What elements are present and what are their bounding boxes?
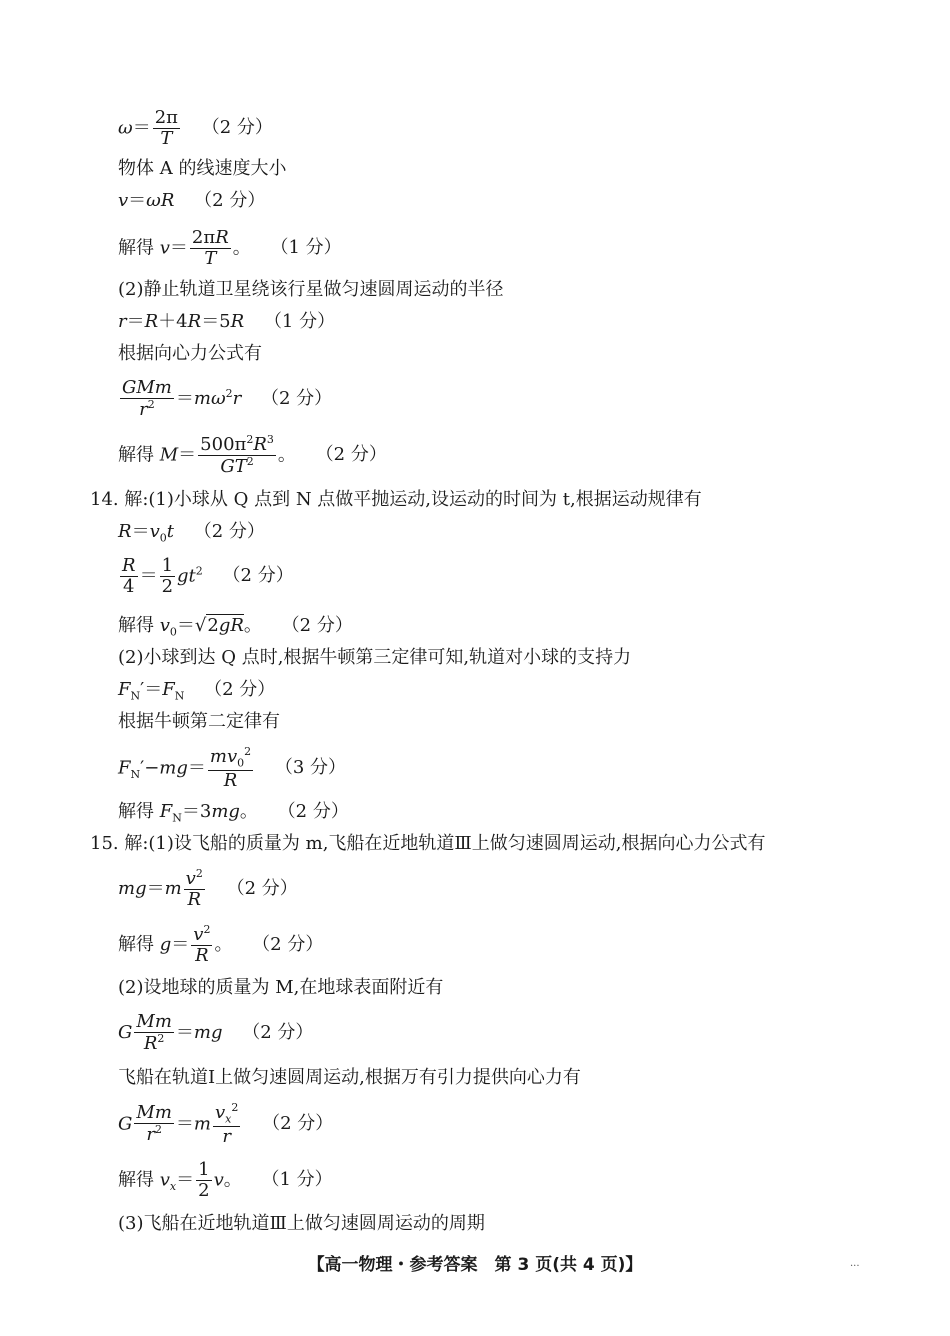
text-line: (2)静止轨道卫星绕该行星做匀速圆周运动的半径 <box>118 279 504 300</box>
solve-label: 解得 <box>118 615 154 636</box>
score: （2 分） <box>262 1113 334 1135</box>
corner-mark: ... <box>850 1258 860 1269</box>
score: （2 分） <box>222 565 294 587</box>
score: （2 分） <box>204 679 276 700</box>
eq-v-omega-r: v＝ωR （2 分） <box>118 190 266 211</box>
eq-v0-result: 解得 $v_0=√2gR$。 （2 分） <box>118 615 353 639</box>
score: （2 分） <box>226 877 298 899</box>
eq-vx-result: 解得 $v_x=$ $\frac{1}{2}$ v。 （1 分） <box>118 1159 333 1201</box>
eq-newton-second: $F_N'-mg=$ $\frac{mv_0^2}{R}$ （3 分） <box>118 745 347 791</box>
page-footer: 【高一物理・参考答案 第 3 页(共 4 页)】 <box>307 1255 643 1275</box>
solve-label: 解得 <box>118 1169 154 1191</box>
text-line: 物体 A 的线速度大小 <box>118 158 287 179</box>
eq-omega: ω＝ $\frac{2\pi}{T}$ （2 分） <box>118 107 273 149</box>
text-line: (3)飞船在近地轨道Ⅲ上做匀速圆周运动的周期 <box>118 1213 485 1234</box>
eq-orbit-one: G $\frac{Mm}{r^2}$ ＝m $\frac{v_x^2}{r}$ （2 分） <box>118 1101 334 1147</box>
eq-radius: r＝R＋4R＝5R （1 分） <box>118 311 336 332</box>
score: （1 分） <box>263 311 336 332</box>
text-line: (2)设地球的质量为 M,在地球表面附近有 <box>118 977 444 998</box>
text-line: (2)小球到达 Q 点时,根据牛顿第三定律可知,轨道对小球的支持力 <box>118 647 632 668</box>
eq-mg-centripetal: mg＝m $\frac{v^2}{R}$ （2 分） <box>118 867 298 910</box>
eq-vertical: $\frac{R}{4}$ ＝ $\frac{1}{2}$ $gt^2$ （2 分） <box>122 555 294 597</box>
question-14-heading: 14. 解:(1)小球从 Q 点到 N 点做平抛运动,设运动的时间为 t,根据运动规律有 <box>90 489 702 510</box>
score: （2 分） <box>194 190 266 211</box>
eq-mass-result: 解得 M＝ $\frac{500\pi^2R^3}{GT^2}$ 。 （2 分） <box>118 433 387 477</box>
text-line: 根据向心力公式有 <box>118 343 262 364</box>
eq-horizontal: $R=v_0t$ （2 分） <box>118 521 265 545</box>
score: （3 分） <box>274 757 347 779</box>
eq-g-result: 解得 g＝ $\frac{v^2}{R}$ 。 （2 分） <box>118 923 324 966</box>
solve-label: 解得 <box>118 237 154 259</box>
score: （1 分） <box>270 237 342 259</box>
solve-label: 解得 <box>118 933 154 955</box>
score: （2 分） <box>252 933 324 955</box>
score: （2 分） <box>193 521 265 542</box>
question-15-heading: 15. 解:(1)设飞船的质量为 m,飞船在近地轨道Ⅲ上做匀速圆周运动,根据向心力公式有 <box>90 833 766 854</box>
text-line: 根据牛顿第二定律有 <box>118 711 280 732</box>
eq-v-result: 解得 v＝ $\frac{2\pi R}{T}$ 。 （1 分） <box>118 227 342 269</box>
score: （2 分） <box>201 117 273 139</box>
eq-surface-gravity: G $\frac{Mm}{R^2}$ ＝mg （2 分） <box>118 1011 314 1054</box>
text-line: 飞船在轨道Ⅰ上做匀速圆周运动,根据万有引力提供向心力有 <box>118 1067 581 1088</box>
score: （2 分） <box>261 387 333 409</box>
score: （2 分） <box>242 1021 314 1043</box>
solve-label: 解得 <box>118 444 154 466</box>
eq-gravity-centripetal: $\frac{\text{GMm}}{r^2}$ $=m\omega^2r$ （2 分） <box>122 377 333 420</box>
score: （2 分） <box>277 801 349 822</box>
solve-label: 解得 <box>118 801 154 822</box>
score: （2 分） <box>281 615 353 636</box>
score: （1 分） <box>261 1169 333 1191</box>
eq-newton-third: $F_N'=F_N$ （2 分） <box>118 679 276 703</box>
eq-fn-result: 解得 $F_N=3mg$。 （2 分） <box>118 801 349 825</box>
score: （2 分） <box>315 444 387 466</box>
